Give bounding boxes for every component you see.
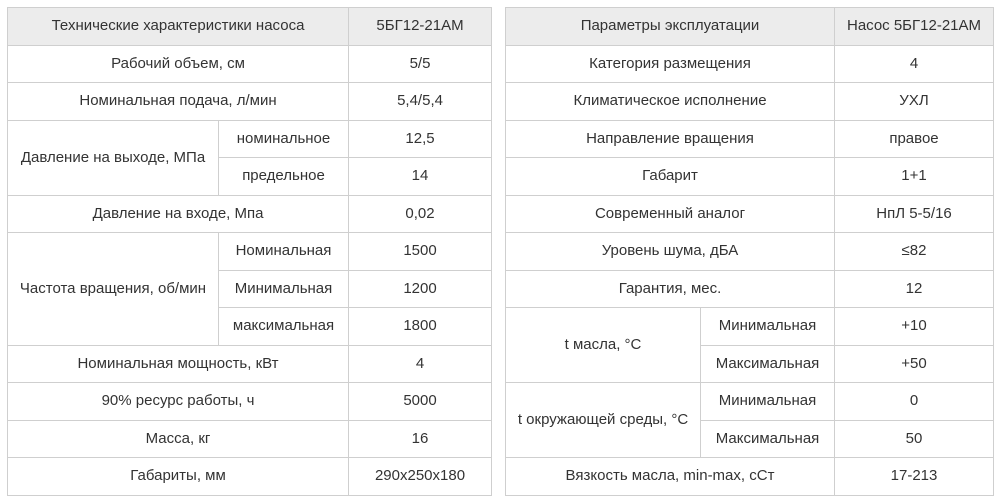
header-param: Параметры эксплуатации [506,8,835,46]
table-row [8,233,492,271]
table-header-row [506,8,994,46]
row-value: 0 [835,383,994,421]
table-row [506,270,994,308]
row-label: Масса, кг [8,420,349,458]
row-value: 17-213 [835,458,994,496]
row-value: 50 [835,420,994,458]
row-label: Климатическое исполнение [506,83,835,121]
row-sub-label: Максимальная [701,420,835,458]
table-row [8,383,492,421]
row-sub-label: максимальная [219,308,349,346]
row-value: УХЛ [835,83,994,121]
table-row [506,195,994,233]
row-sub-label: предельное [219,158,349,196]
row-value: ≤82 [835,233,994,271]
row-label: Давление на входе, Мпа [8,195,349,233]
row-sub-label: Номинальная [219,233,349,271]
row-value: 12,5 [349,120,492,158]
row-label: Гарантия, мес. [506,270,835,308]
row-group-label: Давление на выходе, МПа [8,120,219,195]
row-value: 4 [835,45,994,83]
table-row [8,120,492,158]
row-label: Современный аналог [506,195,835,233]
table-row [506,383,994,421]
row-label: Уровень шума, дБА [506,233,835,271]
row-label: Номинальная подача, л/мин [8,83,349,121]
row-value: 12 [835,270,994,308]
row-value: +50 [835,345,994,383]
row-value: 14 [349,158,492,196]
header-model: 5БГ12-21АМ [349,8,492,46]
row-label: 90% ресурс работы, ч [8,383,349,421]
header-model: Насос 5БГ12-21АМ [835,8,994,46]
row-value: 0,02 [349,195,492,233]
table-row [8,420,492,458]
row-value: 5/5 [349,45,492,83]
row-group-label: t окружающей среды, °С [506,383,701,458]
row-value: +10 [835,308,994,346]
row-value: НпЛ 5-5/16 [835,195,994,233]
row-value: 1+1 [835,158,994,196]
row-value: 1800 [349,308,492,346]
row-value: 16 [349,420,492,458]
table-row [506,158,994,196]
row-value: 1200 [349,270,492,308]
row-group-label: Частота вращения, об/мин [8,233,219,346]
row-label: Категория размещения [506,45,835,83]
table-row [8,458,492,496]
table-row [8,45,492,83]
table-row [506,120,994,158]
row-sub-label: номинальное [219,120,349,158]
table-row [506,45,994,83]
table-header-row [8,8,492,46]
row-label: Габариты, мм [8,458,349,496]
table-row [506,458,994,496]
row-value: 5000 [349,383,492,421]
table-row [8,345,492,383]
row-sub-label: Минимальная [701,308,835,346]
row-value: 5,4/5,4 [349,83,492,121]
row-label: Рабочий объем, см [8,45,349,83]
row-value: 4 [349,345,492,383]
table-row [506,308,994,346]
table-row [8,83,492,121]
row-label: Габарит [506,158,835,196]
row-sub-label: Минимальная [701,383,835,421]
table-row [506,83,994,121]
header-param: Технические характеристики насоса [8,8,349,46]
row-sub-label: Минимальная [219,270,349,308]
row-value: правое [835,120,994,158]
row-sub-label: Максимальная [701,345,835,383]
row-label: Номинальная мощность, кВт [8,345,349,383]
row-value: 1500 [349,233,492,271]
row-group-label: t масла, °С [506,308,701,383]
row-value: 290x250x180 [349,458,492,496]
pump-specs-table [7,7,492,496]
table-row [8,195,492,233]
operating-params-table [505,7,994,496]
row-label: Вязкость масла, min-max, cCт [506,458,835,496]
table-row [506,233,994,271]
row-label: Направление вращения [506,120,835,158]
